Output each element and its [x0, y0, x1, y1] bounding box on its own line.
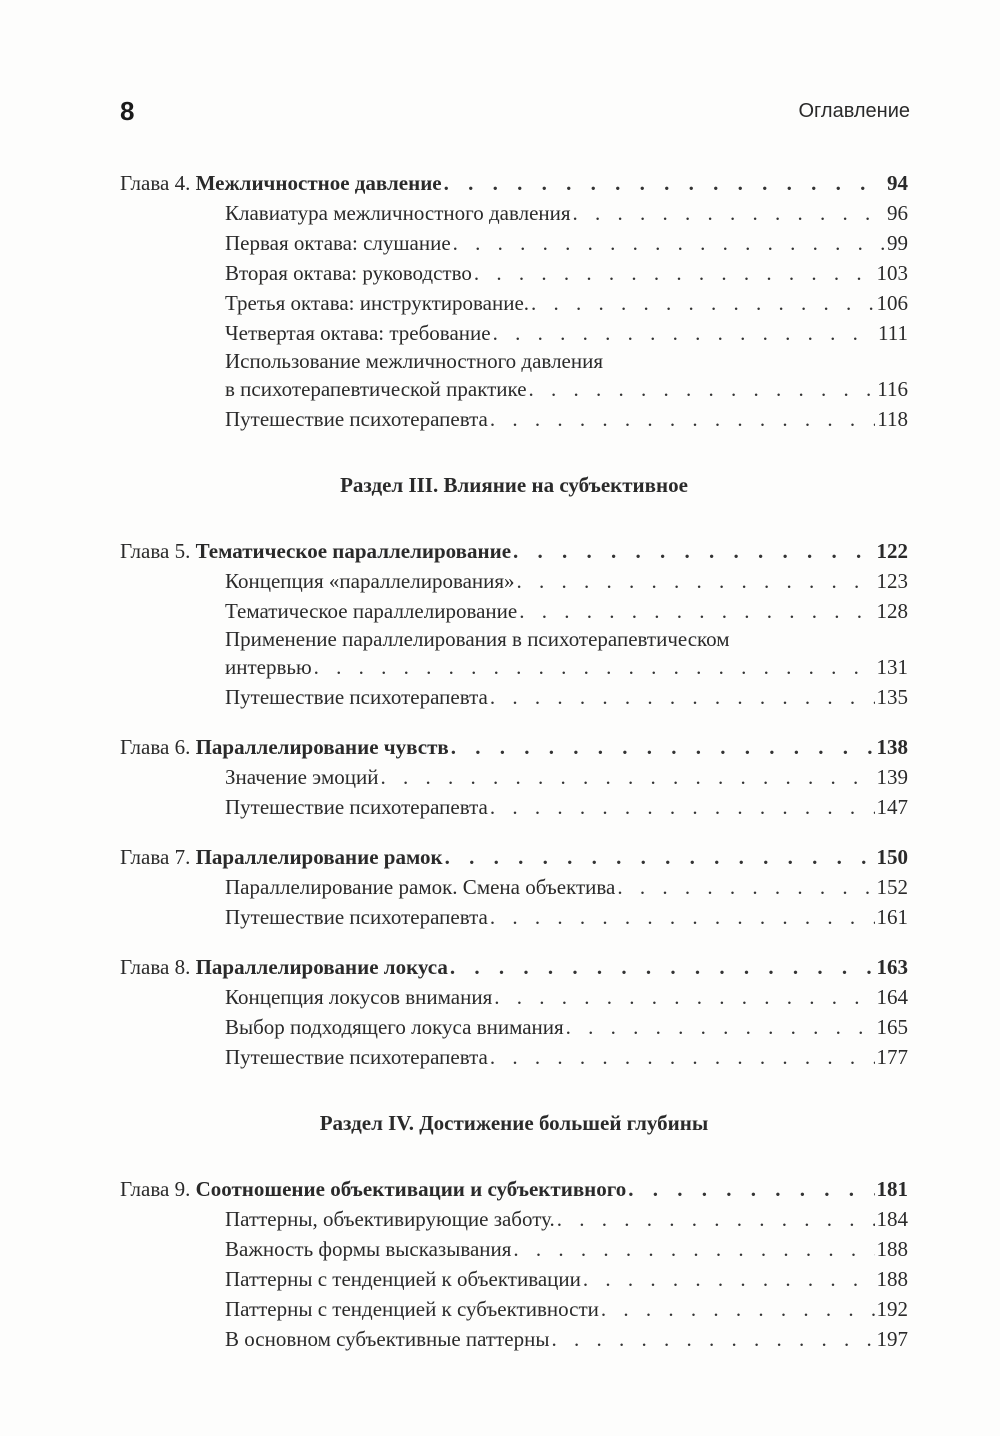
- chapter-9-entry[interactable]: [120, 1174, 908, 1204]
- dot-leader: [566, 1012, 875, 1042]
- page-ref: 96: [887, 201, 908, 225]
- dot-leader: [617, 872, 874, 902]
- item-title: В основном субъективные паттерны: [225, 1327, 550, 1351]
- page-ref: 99: [887, 231, 908, 255]
- item-title: Первая октава: слушание: [225, 231, 451, 255]
- page-ref: 147: [876, 795, 908, 819]
- item-title: Концепция «параллелирования»: [225, 569, 515, 593]
- dot-leader: [517, 566, 875, 596]
- dot-leader: [601, 1294, 875, 1324]
- chapter-title: Параллелирование рамок: [195, 845, 443, 869]
- page-ref: 181: [876, 1177, 908, 1201]
- toc-item[interactable]: [120, 902, 908, 932]
- page-ref: 184: [876, 1207, 908, 1231]
- page-ref: 94: [887, 171, 908, 195]
- item-title-line2: в психотерапевтической практике: [225, 377, 527, 401]
- page-ref: 164: [876, 985, 908, 1009]
- dot-leader: [490, 1042, 875, 1072]
- item-title: Значение эмоций: [225, 765, 379, 789]
- item-title: Путешествие психотерапевта: [225, 795, 488, 819]
- page-ref: 152: [876, 875, 908, 899]
- chapter-title: Межличностное давление: [195, 171, 442, 195]
- dot-leader: [551, 1324, 874, 1354]
- item-title: Концепция локусов внимания: [225, 985, 493, 1009]
- toc-item[interactable]: [120, 1324, 908, 1354]
- page-ref: 122: [876, 539, 908, 563]
- page-ref: 188: [876, 1237, 908, 1261]
- dot-leader: [529, 374, 876, 404]
- page-ref: 111: [878, 321, 908, 345]
- page-ref: 138: [876, 735, 908, 759]
- dot-leader: [573, 198, 885, 228]
- dot-leader: [557, 1204, 875, 1234]
- page-ref: 131: [876, 655, 908, 679]
- page-ref: 116: [877, 377, 908, 401]
- running-title: Оглавление: [798, 100, 910, 122]
- item-title: Четвертая октава: требование: [225, 321, 491, 345]
- toc-item-multiline[interactable]: [120, 626, 908, 682]
- page-ref: 150: [876, 845, 908, 869]
- chapter-label: Глава 9.: [120, 1177, 196, 1201]
- toc-item[interactable]: [120, 762, 908, 792]
- dot-leader: [314, 652, 875, 682]
- dot-leader: [490, 902, 875, 932]
- toc-item[interactable]: [120, 792, 908, 822]
- chapter-title: Соотношение объективации и субъективного: [195, 1177, 627, 1201]
- chapter-title: Параллелирование локуса: [195, 955, 448, 979]
- chapter-label: Глава 4.: [120, 171, 196, 195]
- item-title: Важность формы высказывания: [225, 1237, 512, 1261]
- chapter-8-entry[interactable]: [120, 952, 908, 982]
- item-title: Паттерны, объективирующие заботу.: [225, 1207, 555, 1231]
- toc-item[interactable]: [120, 1264, 908, 1294]
- dot-leader: [490, 682, 875, 712]
- chapter-label: Глава 6.: [120, 735, 196, 759]
- item-title: Параллелирование рамок. Смена объектива: [225, 875, 616, 899]
- item-title: Вторая октава: руководство: [225, 261, 472, 285]
- chapter-label: Глава 8.: [120, 955, 196, 979]
- item-title: Путешествие психотерапевта: [225, 905, 488, 929]
- item-title-line2: интервью: [225, 655, 312, 679]
- toc-item-multiline[interactable]: [120, 348, 908, 404]
- chapter-label: Глава 5.: [120, 539, 196, 563]
- toc-item[interactable]: [120, 872, 908, 902]
- item-title: Путешествие психотерапевта: [225, 407, 488, 431]
- page-ref: 135: [876, 685, 908, 709]
- dot-leader: [583, 1264, 875, 1294]
- chapter-4-entry[interactable]: [120, 168, 908, 198]
- chapter-7-entry[interactable]: [120, 842, 908, 872]
- table-of-contents: [120, 168, 908, 1354]
- toc-item[interactable]: [120, 404, 908, 434]
- dot-leader: [381, 762, 875, 792]
- toc-item[interactable]: [120, 288, 908, 318]
- toc-item[interactable]: [120, 1294, 908, 1324]
- page-ref: 106: [876, 291, 908, 315]
- item-title: Путешествие психотерапевта: [225, 685, 488, 709]
- dot-leader: [494, 982, 874, 1012]
- page-ref: 118: [877, 407, 908, 431]
- chapter-5-entry[interactable]: [120, 536, 908, 566]
- page-ref: 188: [876, 1267, 908, 1291]
- page-ref: 192: [876, 1297, 908, 1321]
- item-title: Паттерны с тенденцией к объективации: [225, 1267, 581, 1291]
- item-title: Паттерны с тенденцией к субъективности: [225, 1297, 599, 1321]
- item-title: Третья октава: инструктирование.: [225, 291, 530, 315]
- dot-leader: [490, 792, 875, 822]
- chapter-6-entry[interactable]: [120, 732, 908, 762]
- page-ref: 165: [876, 1015, 908, 1039]
- toc-item[interactable]: [120, 198, 908, 228]
- item-title-line1: Использование межличностного давления: [225, 349, 603, 373]
- dot-leader: [513, 536, 874, 566]
- page-ref: 139: [876, 765, 908, 789]
- item-title: Тематическое параллелирование: [225, 599, 518, 623]
- page-ref: 163: [876, 955, 908, 979]
- item-title-line1: Применение параллелирования в психотерапевтическом: [225, 627, 730, 651]
- page-ref: 123: [876, 569, 908, 593]
- item-title: Выбор подходящего локуса внимания: [225, 1015, 564, 1039]
- toc-item[interactable]: [120, 1042, 908, 1072]
- toc-item[interactable]: [120, 596, 908, 626]
- page-ref: 197: [876, 1327, 908, 1351]
- chapter-title: Параллелирование чувств: [195, 735, 449, 759]
- toc-item[interactable]: [120, 1234, 908, 1264]
- chapter-label: Глава 7.: [120, 845, 196, 869]
- toc-item[interactable]: [120, 228, 908, 258]
- toc-item[interactable]: [120, 682, 908, 712]
- dot-leader: [519, 596, 874, 626]
- dot-leader: [628, 1174, 874, 1204]
- toc-item[interactable]: [120, 566, 908, 596]
- dot-leader: [474, 258, 875, 288]
- dot-leader: [451, 732, 875, 762]
- toc-item[interactable]: [120, 982, 908, 1012]
- dot-leader: [531, 288, 874, 318]
- toc-item[interactable]: [120, 1012, 908, 1042]
- toc-item[interactable]: [120, 318, 908, 348]
- chapter-title: Тематическое параллелирование: [195, 539, 512, 563]
- section-heading: Раздел IV. Достижение большей глубины: [319, 1111, 709, 1135]
- page-ref: 177: [876, 1045, 908, 1069]
- section-heading: Раздел III. Влияние на субъективное: [340, 473, 688, 497]
- toc-item[interactable]: [120, 1204, 908, 1234]
- page-ref: 161: [876, 905, 908, 929]
- item-title: Клавиатура межличностного давления: [225, 201, 571, 225]
- page-ref: 103: [876, 261, 908, 285]
- page-ref: 128: [876, 599, 908, 623]
- dot-leader: [445, 842, 875, 872]
- dot-leader: [490, 404, 875, 434]
- dot-leader: [453, 228, 885, 258]
- page-number: 8: [120, 96, 135, 126]
- item-title: Путешествие психотерапевта: [225, 1045, 488, 1069]
- dot-leader: [493, 318, 876, 348]
- toc-item[interactable]: [120, 258, 908, 288]
- dot-leader: [444, 168, 885, 198]
- dot-leader: [450, 952, 875, 982]
- dot-leader: [513, 1234, 874, 1264]
